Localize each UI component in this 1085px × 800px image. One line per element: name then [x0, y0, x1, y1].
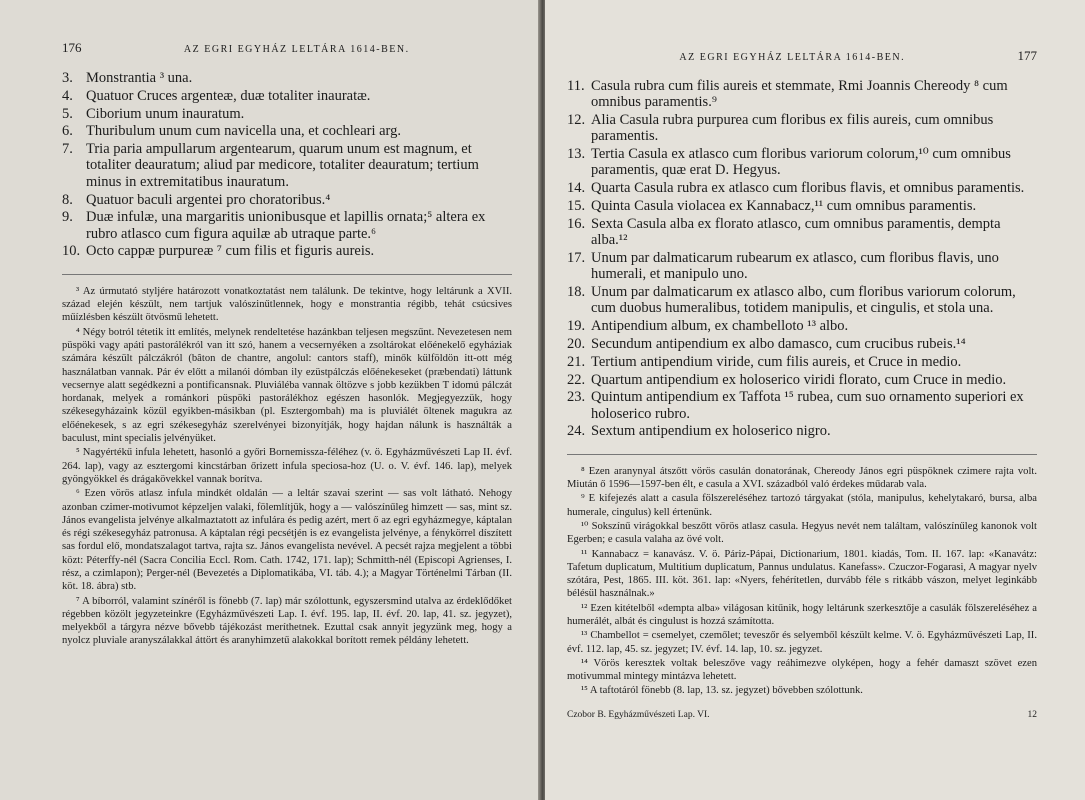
item-number: 11. [567, 78, 585, 94]
inventory-item [62, 88, 512, 104]
footnote: ⁸ Ezen aranynyal átszőtt vörös casulán donatorának, Chereody János egri püspöknek czimere rajta volt. Miután ő 1596—1597-ben élt, e casula a XVI. századból való érdekes műdarab vala. [567, 465, 1037, 491]
inventory-item [62, 106, 512, 122]
item-text: Ciborium unum inauratum. [86, 105, 245, 122]
inventory-item [567, 216, 1037, 249]
inventory-item [567, 354, 1037, 370]
item-text: Monstrantia ³ una. [86, 70, 193, 86]
signature-number: 12 [1027, 709, 1037, 720]
right-page [545, 0, 1085, 800]
footnote: ⁹ E kifejezés alatt a casula fölszereléséhez tartozó tárgyakat (stóla, manipulus, kehelytakaró, bursa, alba humerale, cingulus) kell értenünk. [567, 493, 1037, 518]
item-text: Unum par dalmaticarum ex atlasco albo, cum floribus variorum colorum, cum duobus humeralibus, totidem manipulis, et cingulis, et stola una. [591, 284, 1016, 317]
inventory-item [567, 336, 1037, 352]
item-number: 17. [567, 249, 586, 266]
item-text: Quatuor baculi argentei pro choratoribus.⁴ [86, 191, 331, 208]
item-number: 8. [62, 191, 73, 208]
footnote: ⁷ A bíborról, valamint színéről is fönebb (7. lap) már szólottunk, egyszersmind utalva az érdeklődőket régebben közölt jegyzeteinkre (Egyházművészeti Lap. I. évf. 195. lap, II. évf. 20. lap, 41. sz. jegyzet), melyekből a tárgyra nézve bővebb tájékozást meríthetnek. Ezuttal csak annyit jegyzünk meg, hogy a nyolcz pluviale aranyszálakkal áttört és aranyhimzetű alakokkal borított remek példány lehetett. [62, 595, 512, 647]
footnote: ¹² Ezen kitételből «dempta alba» világosan kitűnik, hogy leltárunk szerkesztője a casulák fölszereléséhez a humerálét, albát és cingulust is hozzá számította. [567, 602, 1037, 627]
inventory-item [62, 123, 512, 139]
item-text: Quartum antipendium ex holoserico viridi florato, cum Cruce in medio. [591, 371, 1007, 388]
left-page [0, 0, 540, 800]
right-footnotes [567, 465, 1037, 698]
right-running-header [567, 48, 1037, 78]
item-number: 16. [567, 215, 586, 232]
item-text: Casula rubra cum filis aureis et stemmate, Rmi Joannis Chereody ⁸ cum omnibus paramentis.⁹ [591, 78, 1008, 111]
item-text: Quintum antipendium ex Taffota ¹⁵ rubea, cum suo ornamento superiori ex holoserico rubro. [591, 389, 1024, 422]
right-running-title: AZ EGRI EGYHÁZ LELTÁRA 1614-BEN. [679, 52, 906, 63]
item-text: Unum par dalmaticarum rubearum ex atlasco, cum floribus flavis, uno humerali, et manipulo uno. [591, 249, 999, 283]
item-number: 24. [567, 423, 586, 440]
inventory-item [62, 209, 512, 242]
item-text: Tria paria ampullarum argentearum, quarum unum est magnum, et totaliter deauratum; aliud par medicore, totaliter deauratum; tertium minus in extremitatibus inauratum. [86, 141, 479, 190]
item-text: Alia Casula rubra purpurea cum floribus ex filis aureis, cum omnibus paramentis. [591, 112, 994, 145]
item-number: 21. [567, 353, 586, 370]
item-number: 15. [567, 198, 586, 215]
item-number: 6. [62, 123, 73, 140]
item-number: 9. [62, 209, 73, 226]
left-running-title: AZ EGRI EGYHÁZ LELTÁRA 1614-BEN. [183, 44, 410, 55]
item-number: 19. [567, 318, 586, 335]
inventory-item [567, 250, 1037, 283]
item-number: 13. [567, 146, 586, 163]
signature-mark: Czobor B. Egyházművészeti Lap. VI. [567, 709, 710, 720]
inventory-item [62, 243, 512, 259]
left-footnote-rule [62, 274, 512, 275]
item-number: 5. [62, 105, 73, 122]
item-text: Quarta Casula rubra ex atlasco cum floribus flavis, et omnibus paramentis. [591, 180, 1025, 197]
inventory-item [62, 141, 512, 190]
inventory-item [62, 192, 512, 208]
left-footnotes [62, 285, 512, 648]
item-text: Sexta Casula alba ex florato atlasco, cum omnibus paramentis, dempta alba.¹² [591, 215, 1001, 249]
inventory-item [567, 372, 1037, 388]
footnote: ¹³ Chambellot = csemelyet, czemőlet; teveszőr és selyemből készült kelme. V. ö. Egyházművészeti Lap, II. évf. 112. lap, 45. sz. jegyzet; IV. évf. 14. lap, 10. sz. jegyzet. [567, 630, 1037, 655]
inventory-item [567, 389, 1037, 422]
footnote: ¹⁵ A taftotáról fönebb (8. lap, 13. sz. jegyzet) bővebben szólottunk. [581, 685, 863, 697]
inventory-item [567, 78, 1037, 111]
inventory-item [567, 423, 1037, 439]
item-number: 22. [567, 371, 586, 388]
inventory-item [567, 180, 1037, 196]
item-text: Thuribulum unum cum navicella una, et cochleari arg. [86, 123, 401, 140]
item-number: 7. [62, 141, 73, 158]
item-text: Octo cappæ purpureæ ⁷ cum filis et figuris aureis. [86, 243, 375, 260]
item-number: 10. [62, 243, 81, 260]
inventory-item [567, 112, 1037, 145]
footnote: ¹⁴ Vörös keresztek voltak beleszőve vagy reáhimezve olyképen, hogy a fehér damaszt szövet ezen motivummal mintegy mintázva lehetett. [567, 657, 1037, 683]
inventory-item [567, 284, 1037, 317]
right-page-number: 177 [1017, 48, 1037, 63]
right-inventory-list [567, 78, 1037, 440]
item-text: Secundum antipendium ex albo damasco, cum crucibus rubeis.¹⁴ [591, 335, 966, 352]
left-running-header [62, 40, 512, 70]
footnote: ⁶ Ezen vörös atlasz infula mindkét oldalán — a leltár szavai szerint — sas volt látható. Nehogy azonban czimer-motivumot képzeljen valaki, fölemlítjük, hogy a — valószínűleg himzett — sas, mint sz. János evangelista jelvénye alkalmaztatott az infulára és pedig azért, mert ő az egri egyházmegye, káptalan és régi székesegyház patronusa. A káptalan régi pecsétjén is ez evangelista jelvénye, a fénykörrel díszített sas fordul elő, mondatszalagot tartva, rajta sz. János evangelista nevével. A pecsét rajza megjelent a többi közt: Péterffy-nél (Sacra Concilia Eccl. Rom. Cath. 1742, 171. lap); Schmitth-nél (Episcopi Agrienses, I. rész, a czimlapon); Perger-nél (Bevezetés a Diplomatikába, VI. táb. 4.); a Magyar Történelmi Tárban (II. köt. 18. ábra) stb. [62, 488, 512, 593]
item-number: 23. [567, 389, 586, 406]
item-text: Quinta Casula violacea ex Kannabacz,¹¹ cum omnibus paramentis. [591, 198, 977, 215]
right-footnote-rule [567, 454, 1037, 455]
footnote: ³ Az úrmutató styljére határozott vonatkoztatást nem találunk. De tekintve, hogy leltárunk a XVII. század elején készült, nem tartjuk valószinűtlennek, hogy e monstrantia régibb, tehát csúcsives műízlésben készült ötvösmű lehetett. [62, 285, 512, 324]
item-text: Sextum antipendium ex holoserico nigro. [591, 423, 831, 440]
item-text: Duæ infulæ, una margaritis unionibusque et lapillis ornata;⁵ altera ex rubro atlasco cum figura aquilæ ab utraque parte.⁶ [86, 209, 486, 242]
left-inventory-list [62, 70, 512, 260]
inventory-item [567, 318, 1037, 334]
inventory-item [567, 146, 1037, 179]
right-page-footer [567, 710, 1037, 720]
item-number: 14. [567, 180, 586, 197]
item-number: 12. [567, 112, 586, 129]
item-number: 20. [567, 335, 586, 352]
item-text: Tertium antipendium viride, cum filis aureis, et Cruce in medio. [591, 353, 962, 370]
item-text: Tertia Casula ex atlasco cum floribus variorum colorum,¹⁰ cum omnibus paramentis, quæ erat D. Hegyus. [591, 146, 1011, 179]
item-number: 18. [567, 284, 586, 301]
footnote: ⁵ Nagyértékű infula lehetett, hasonló a győri Bornemissza-féléhez (v. ö. Egyházművészeti Lap II. évf. 264. lap), vagy az esztergomi kincstárban őrizett infula speciosa-hoz (U. o. V. évf. 146. lap), melyek gyöngyökkel és drágakövekkel vannak borítva. [62, 447, 512, 485]
footnote: ¹¹ Kannabacz = kanavász. V. ö. Páriz-Pápai, Dictionarium, 1801. kiadás, Tom. II. 167. lap: «Kanavátz: Tafetum duplicatum, Multitium duplicatum, Pannus undulatus. Kanefass». Czuczor-Fogarasi, A magyar nyelv szótára, Pest, 1865. III. köt. 361. lap: «Nyers, fehérítetlen, durvább féle s ritkább vászon, melyet leginkább bélésül használnak.» [567, 548, 1037, 600]
item-number: 4. [62, 87, 73, 104]
inventory-item [567, 198, 1037, 214]
item-text: Antipendium album, ex chambelloto ¹³ albo. [591, 318, 849, 335]
footnote: ¹⁰ Sokszínű virágokkal beszőtt vörös atlasz casula. Hegyus nevét nem találtam, valószínűleg kanonok volt Egerben; e casula valaha az övé volt. [567, 520, 1037, 546]
item-text: Quatuor Cruces argenteæ, duæ totaliter inauratæ. [86, 87, 371, 104]
footnote: ⁴ Négy botról tétetik itt említés, melynek rendeltetése hazánkban teljesen megszűnt. Nevezetesen nem püspöki vagy apáti pastorálékról van itt szó, hanem a vecsernyéken a zsoltárokat előénekelő egyháziak számára készült pálczákról (bâton de chantre, angolul: cantors staff), minők külföldön itt-ott még használatban vannak. Pár év előtt a milanói dómban ily ezüstpálczás előénekeseket (præbendati) láttunk vecsernye alatt segédkezni a pontificansnak. Pluviáléba vannak öltözve s jobb kezükben T idomú pálczát hordanak, melyek a románkori püspöki pastorálékhoz egészen hasonlók. Megjegyezzük, hogy székesegyházaink közül egyikben-másikban (pl. Esztergombah) ma is pluviálét öltenek magukra az előénekesek, s az egri székesegyház szerelvényei bizonyítják, hogy hajdan nálunk is használták a baculust, mint specialis jelvényüket. [62, 326, 512, 445]
item-number: 3. [62, 70, 73, 86]
left-page-number: 176 [62, 40, 82, 55]
inventory-item [62, 70, 512, 86]
